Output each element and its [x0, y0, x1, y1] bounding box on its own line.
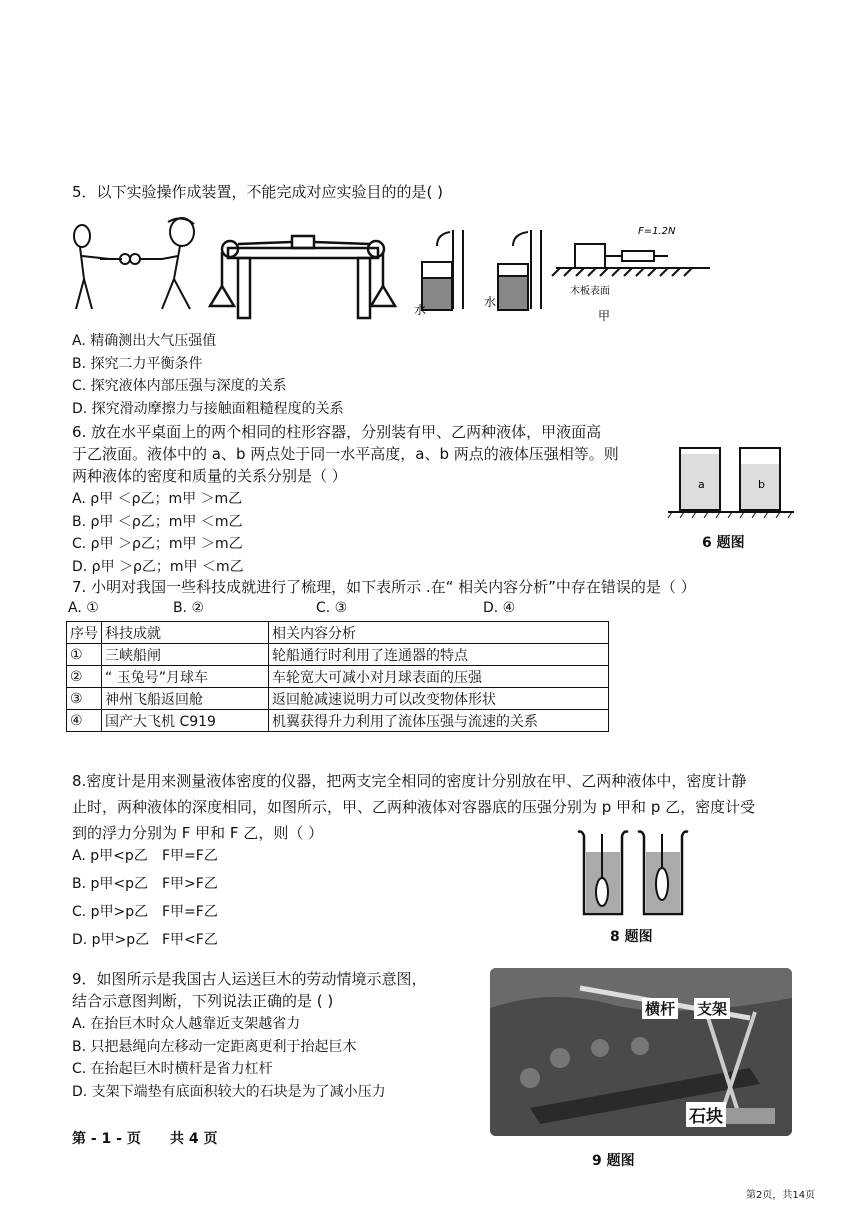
page-number: 第 - 1 - 页 [72, 1131, 141, 1147]
q8-option-b: B. p甲<p乙 F甲>F乙 [72, 876, 218, 892]
q6-point-a: a [698, 478, 705, 491]
q6-stem-line-2: 于乙液面。液体中的 a、b 两点处于同一水平高度，a、b 两点的液体压强相等。则 [72, 445, 619, 463]
q5-option-b: B. 探究二力平衡条件 [72, 355, 203, 372]
q7-table-header [67, 622, 609, 644]
q7-choice-b: B. ② [173, 600, 205, 616]
q8-stem [72, 768, 802, 846]
q8-option-a: A. p甲<p乙 F甲=F乙 [72, 848, 218, 864]
hemisphere-pull-image [74, 218, 194, 309]
friction-block-image [552, 244, 710, 276]
q7-row4-no: ④ [67, 710, 102, 732]
q7-header-analysis: 相关内容分析 [269, 622, 609, 644]
q9-figure-image [490, 968, 792, 1136]
q5-option-a: A. 精确测出大气压强值 [72, 333, 217, 349]
q9-option-d: D. 支架下端垫有底面积较大的石块是为了减小压力 [72, 1083, 386, 1100]
table-row [67, 688, 609, 710]
q5-surface-label: 木板表面 [570, 286, 610, 297]
q9-stem [72, 968, 427, 1012]
q8-caption: 8 题图 [610, 929, 653, 945]
q7-row3-achievement: 神州飞船返回舱 [102, 688, 269, 710]
table-row [67, 710, 609, 732]
q9-stem-line-1: 9．如图所示是我国古人运送巨木的劳动情境示意图， [72, 970, 427, 988]
q7-row3-no: ③ [67, 688, 102, 710]
q6-figure [668, 432, 798, 518]
table-row [67, 644, 609, 666]
q7-row1-no: ① [67, 644, 102, 666]
q5-options [72, 330, 344, 420]
q8-figure [576, 828, 692, 918]
q8-stem-line-2: 止时，两种液体的深度相同，如图所示，甲、乙两种液体对容器底的压强分别为 p 甲和 p 乙，密度计受 [72, 798, 756, 816]
q6-option-c: C. ρ甲 ＞ρ乙；m甲 ＞m乙 [72, 536, 243, 552]
q5-figures [70, 214, 720, 324]
pressure-gauge-image [422, 230, 541, 310]
q5-stem: 5．以下实验操作成装置，不能完成对应实验目的的是( ) [72, 183, 444, 201]
q9-scene [490, 968, 792, 1136]
q5-jia-label: 甲 [598, 309, 611, 323]
q7-row2-achievement: “ 玉兔号”月球车 [102, 666, 269, 688]
q9-options [72, 1013, 386, 1103]
q9-label-support: 支架 [694, 998, 730, 1019]
q7-choice-c: C. ③ [316, 600, 348, 616]
q6-option-d: D. ρ甲 ＞ρ乙；m甲 ＜m乙 [72, 558, 244, 575]
q9-label-lever: 横杆 [642, 998, 678, 1019]
q9-option-b: B. 只把悬绳向左移动一定距离更利于抬起巨木 [72, 1038, 357, 1055]
q6-stem-line-1: 6. 放在水平桌面上的两个相同的柱形容器，分别装有甲、乙两种液体，甲液面高 [72, 423, 602, 441]
page-total: 共 4 页 [170, 1131, 218, 1147]
q5-water-label-1: 水 [414, 303, 427, 317]
q5-option-c: C. 探究液体内部压强与深度的关系 [72, 378, 287, 394]
q7-row2-no: ② [67, 666, 102, 688]
corner-page-label: 第2页，共14页 [746, 1190, 816, 1201]
q7-stem: 7. 小明对我国一些科技成就进行了梳理，如下表所示 .在“ 相关内容分析”中存在错误的是（ ） [72, 578, 696, 596]
q6-stem-line-3: 两种液体的密度和质量的关系分别是（ ） [72, 467, 347, 485]
q5-option-d: D. 探究滑动摩擦力与接触面粗糙程度的关系 [72, 400, 344, 417]
q7-choice-d: D. ④ [483, 600, 516, 616]
q8-stem-line-1: 8.密度计是用来测量液体密度的仪器，把两支完全相同的密度计分别放在甲、乙两种液体中，密度计静 [72, 772, 747, 790]
q7-row2-analysis: 车轮宽大可减小对月球表面的压强 [269, 666, 609, 688]
table-row [67, 666, 609, 688]
q7-row3-analysis: 返回舱减速说明力可以改变物体形状 [269, 688, 609, 710]
q7-row1-analysis: 轮船通行时利用了连通器的特点 [269, 644, 609, 666]
q8-option-d: D. p甲>p乙 F甲<F乙 [72, 932, 218, 948]
q7-row1-achievement: 三峡船闸 [102, 644, 269, 666]
q9-label-stone: 石块 [686, 1102, 726, 1127]
q6-option-a: A. ρ甲 ＜ρ乙；m甲 ＞m乙 [72, 491, 243, 507]
q7-choice-a: A. ① [68, 600, 99, 616]
q7-row4-analysis: 机翼获得升力利用了流体压强与流速的关系 [269, 710, 609, 732]
q7-header-no: 序号 [67, 622, 102, 644]
q9-option-a: A. 在抬巨木时众人越靠近支架越省力 [72, 1016, 301, 1032]
q9-stem-line-2: 结合示意图判断，下列说法正确的是 ( ) [72, 992, 334, 1010]
q8-stem-line-3: 到的浮力分别为 F 甲和 F 乙，则（ ） [72, 824, 324, 842]
q6-option-b: B. ρ甲 ＜ρ乙；m甲 ＜m乙 [72, 513, 243, 530]
q8-options [72, 842, 218, 954]
q7-row4-achievement: 国产大飞机 C919 [102, 710, 269, 732]
q6-options [72, 488, 244, 578]
q9-option-c: C. 在抬起巨木时横杆是省力杠杆 [72, 1061, 273, 1077]
balance-table-image [210, 236, 395, 318]
q6-stem [72, 421, 672, 487]
q6-caption: 6 题图 [702, 535, 745, 551]
q5-water-label-2: 水 [484, 295, 497, 309]
q5-force-label: F=1.2N [638, 226, 676, 237]
q8-option-c: C. p甲>p乙 F甲=F乙 [72, 904, 218, 920]
q6-point-b: b [758, 478, 765, 491]
q7-header-achievement: 科技成就 [102, 622, 269, 644]
q9-caption: 9 题图 [592, 1153, 635, 1169]
q7-table [66, 621, 609, 732]
